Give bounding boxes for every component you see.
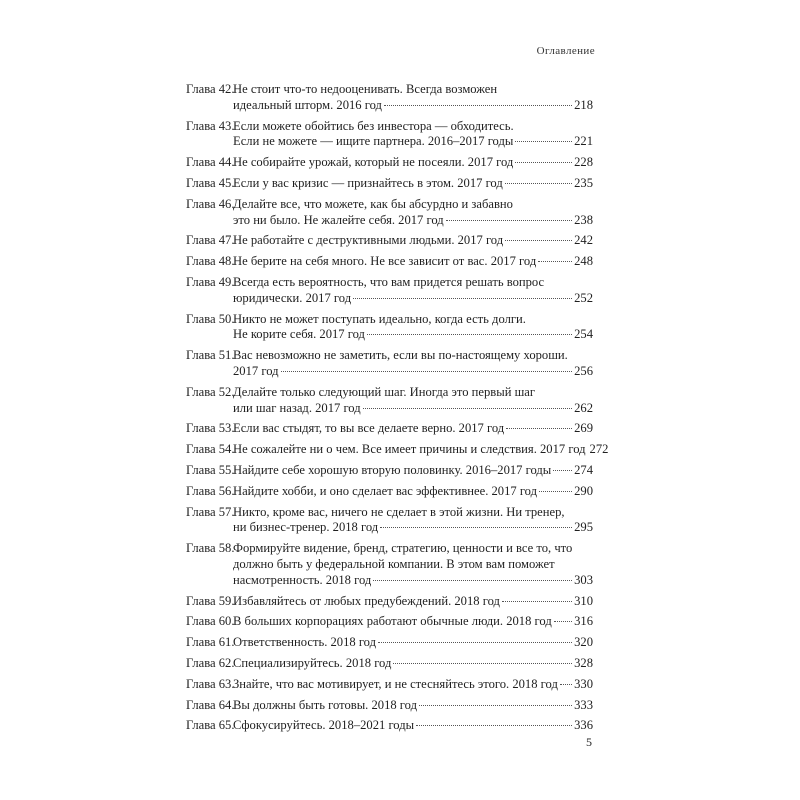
chapter-number: Глава 49. xyxy=(186,274,235,289)
chapter-title-line: Никто, кроме вас, ничего не сделает в этой жизни. Ни тренер, xyxy=(233,504,565,519)
chapter-title-last-line xyxy=(233,442,609,458)
chapter-title-line: Если у вас кризис — признайтесь в этом. 2017 год xyxy=(233,175,503,190)
chapter-title-last-line xyxy=(233,155,593,171)
chapter-title-line: ни бизнес-тренер. 2018 год xyxy=(233,520,379,535)
chapter-number: Глава 52. xyxy=(186,384,235,399)
page-number: 5 xyxy=(586,735,592,749)
chapter-title-line: Если можете обойтись без инвестора — обходитесь. xyxy=(233,118,514,133)
chapter-number: Глава 47. xyxy=(186,233,235,248)
toc-entry xyxy=(186,421,593,437)
chapter-title xyxy=(233,197,593,229)
chapter-page-number: 328 xyxy=(574,655,593,670)
chapter-title-last-line xyxy=(233,421,593,437)
chapter-number: Глава 56. xyxy=(186,483,235,498)
chapter-title-last-line xyxy=(233,463,593,479)
chapter-page-number: 333 xyxy=(574,697,593,712)
toc-entry xyxy=(186,442,609,458)
dot-leader xyxy=(538,261,572,262)
chapter-page-number: 310 xyxy=(574,593,593,608)
dot-leader xyxy=(539,491,572,492)
chapter-title xyxy=(233,656,593,672)
chapter-title-line: должно быть у федеральной компании. В этом вам поможет xyxy=(233,556,555,571)
chapter-title-line: Не сожалейте ни о чем. Все имеет причины и следствия. 2017 год xyxy=(233,442,586,457)
dot-leader xyxy=(393,663,572,664)
dot-leader xyxy=(554,621,572,622)
chapter-title-last-line xyxy=(233,176,593,192)
chapter-title-last-line xyxy=(233,233,593,249)
chapter-title-line: Не стоит что-то недооценивать. Всегда возможен xyxy=(233,82,498,96)
dot-leader xyxy=(515,141,572,142)
chapter-page-number: 295 xyxy=(574,520,593,535)
chapter-number: Глава 54. xyxy=(186,442,235,457)
dot-leader xyxy=(380,527,572,528)
toc-entry xyxy=(186,484,593,500)
chapter-title xyxy=(233,677,593,693)
toc-entry xyxy=(186,594,593,610)
chapter-page-number: 248 xyxy=(574,254,593,269)
chapter-page-number: 252 xyxy=(574,290,593,305)
chapter-number: Глава 60. xyxy=(186,614,235,629)
chapter-number: Глава 50. xyxy=(186,311,235,326)
chapter-title xyxy=(233,484,593,500)
chapter-page-number: 303 xyxy=(574,572,593,587)
chapter-number: Глава 58. xyxy=(186,541,235,556)
chapter-title xyxy=(233,348,593,380)
chapter-number: Глава 44. xyxy=(186,155,235,170)
chapter-number: Глава 64. xyxy=(186,697,235,712)
chapter-page-number: 218 xyxy=(574,97,593,112)
chapter-title xyxy=(233,155,593,171)
chapter-number: Глава 48. xyxy=(186,254,235,269)
chapter-title xyxy=(233,119,593,151)
toc-entry xyxy=(186,275,593,307)
dot-leader xyxy=(505,240,572,241)
chapter-title-last-line xyxy=(233,213,593,229)
chapter-number: Глава 45. xyxy=(186,175,235,190)
dot-leader xyxy=(446,220,572,221)
chapter-number: Глава 42. xyxy=(186,82,235,96)
chapter-page-number: 242 xyxy=(574,233,593,248)
running-head: Оглавление xyxy=(536,45,595,57)
chapter-title-line: Никто не может поступать идеально, когда есть долги. xyxy=(233,311,526,326)
chapter-page-number: 254 xyxy=(574,327,593,342)
dot-leader xyxy=(560,684,572,685)
toc-entry xyxy=(186,505,593,537)
chapter-title xyxy=(233,594,593,610)
toc-entry xyxy=(186,698,593,714)
chapter-title xyxy=(233,718,593,734)
chapter-title-line: Не корите себя. 2017 год xyxy=(233,327,365,342)
chapter-title-last-line xyxy=(233,718,593,734)
chapter-title-last-line xyxy=(233,698,593,714)
chapter-title-last-line xyxy=(233,98,593,114)
dot-leader xyxy=(363,408,572,409)
chapter-number: Глава 46. xyxy=(186,196,235,211)
chapter-number: Глава 65. xyxy=(186,718,235,733)
chapter-title xyxy=(233,275,593,307)
dot-leader xyxy=(502,601,572,602)
chapter-title-line: Найдите хобби, и оно сделает вас эффективнее. 2017 год xyxy=(233,483,538,498)
chapter-title xyxy=(233,385,593,417)
toc-entry xyxy=(186,677,593,693)
chapter-page-number: 330 xyxy=(574,676,593,691)
chapter-title-last-line xyxy=(233,594,593,610)
chapter-page-number: 221 xyxy=(574,134,593,149)
toc-entry xyxy=(186,82,593,114)
chapter-number: Глава 53. xyxy=(186,421,235,436)
chapter-title-line: Формируйте видение, бренд, стратегию, ценности и все то, что xyxy=(233,541,573,556)
dot-leader xyxy=(353,298,572,299)
chapter-page-number: 316 xyxy=(574,614,593,629)
dot-leader xyxy=(505,183,572,184)
toc-entry xyxy=(186,463,593,479)
chapter-number: Глава 59. xyxy=(186,593,235,608)
dot-leader xyxy=(384,105,572,106)
chapter-page-number: 320 xyxy=(574,635,593,650)
toc-entry xyxy=(186,541,593,588)
chapter-page-number: 272 xyxy=(589,442,609,457)
chapter-title-last-line xyxy=(233,254,593,270)
chapter-title xyxy=(233,635,593,651)
chapter-title-line: это ни было. Не жалейте себя. 2017 год xyxy=(233,212,444,227)
chapter-title-line: Ответственность. 2018 год xyxy=(233,635,377,650)
chapter-title-line: Не берите на себя много. Не все зависит от вас. 2017 год xyxy=(233,254,537,269)
dot-leader xyxy=(506,428,572,429)
toc-entry xyxy=(186,614,593,630)
dot-leader xyxy=(416,725,572,726)
chapter-number: Глава 62. xyxy=(186,655,235,670)
toc-entry xyxy=(186,312,593,344)
dot-leader xyxy=(367,334,572,335)
chapter-title-last-line xyxy=(233,614,593,630)
chapter-title-line: Делайте все, что можете, как бы абсурдно и забавно xyxy=(233,196,513,211)
chapter-number: Глава 51. xyxy=(186,348,235,363)
toc-entry xyxy=(186,385,593,417)
chapter-title xyxy=(233,254,593,270)
chapter-title-last-line xyxy=(233,520,593,536)
chapter-title-line: или шаг назад. 2017 год xyxy=(233,400,361,415)
chapter-page-number: 336 xyxy=(574,718,593,733)
chapter-number: Глава 61. xyxy=(186,635,235,650)
chapter-page-number: 269 xyxy=(574,421,593,436)
chapter-title xyxy=(233,463,593,479)
chapter-page-number: 256 xyxy=(574,363,593,378)
chapter-title-line: Всегда есть вероятность, что вам придется решать вопрос xyxy=(233,274,545,289)
dot-leader xyxy=(281,371,573,372)
chapter-title xyxy=(233,442,609,458)
chapter-title xyxy=(233,233,593,249)
chapter-page-number: 290 xyxy=(574,483,593,498)
chapter-title-last-line xyxy=(233,635,593,651)
chapter-title-line: идеальный шторм. 2016 год xyxy=(233,97,382,112)
chapter-title-last-line xyxy=(233,484,593,500)
toc-entry xyxy=(186,233,593,249)
dot-leader xyxy=(373,580,572,581)
dot-leader xyxy=(515,162,572,163)
chapter-title-line: Знайте, что вас мотивирует, и не стесняйтесь этого. 2018 год xyxy=(233,676,558,691)
chapter-title-last-line xyxy=(233,677,593,693)
dot-leader xyxy=(378,642,572,643)
toc-entry xyxy=(186,119,593,151)
chapter-title-last-line xyxy=(233,401,593,417)
chapter-title xyxy=(233,698,593,714)
chapter-title xyxy=(233,541,593,588)
toc-entry xyxy=(186,656,593,672)
toc-entry xyxy=(186,254,593,270)
toc-entry xyxy=(186,718,593,734)
chapter-page-number: 228 xyxy=(574,155,593,170)
chapter-page-number: 262 xyxy=(574,400,593,415)
chapter-page-number: 235 xyxy=(574,175,593,190)
chapter-title-line: Не собирайте урожай, который не посеяли. 2017 год xyxy=(233,155,514,170)
chapter-title-last-line xyxy=(233,656,593,672)
chapter-page-number: 274 xyxy=(574,462,593,477)
chapter-title-line: Не работайте с деструктивными людьми. 2017 год xyxy=(233,233,504,248)
chapter-title-line: Делайте только следующий шаг. Иногда это первый шаг xyxy=(233,384,536,399)
toc-entry xyxy=(186,155,593,171)
dot-leader xyxy=(419,705,572,706)
chapter-number: Глава 57. xyxy=(186,504,235,519)
chapter-title xyxy=(233,614,593,630)
dot-leader xyxy=(553,470,572,471)
chapter-title-last-line xyxy=(233,134,593,150)
chapter-title-last-line xyxy=(233,291,593,307)
chapter-number: Глава 55. xyxy=(186,462,235,477)
chapter-title-line: 2017 год xyxy=(233,363,279,378)
chapter-title-last-line xyxy=(233,327,593,343)
chapter-number: Глава 63. xyxy=(186,676,235,691)
chapter-title xyxy=(233,505,593,537)
chapter-title-last-line xyxy=(233,364,593,380)
chapter-title-last-line xyxy=(233,573,593,589)
toc-entry xyxy=(186,197,593,229)
chapter-title-line: юридически. 2017 год xyxy=(233,290,352,305)
table-of-contents xyxy=(186,82,609,739)
chapter-title-line: Найдите себе хорошую вторую половинку. 2016–2017 годы xyxy=(233,462,552,477)
toc-entry xyxy=(186,176,593,192)
chapter-title-line: Если вас стыдят, то вы все делаете верно. 2017 год xyxy=(233,421,505,436)
chapter-title-line: насмотренность. 2018 год xyxy=(233,572,372,587)
chapter-number: Глава 43. xyxy=(186,118,235,133)
chapter-title-line: Если не можете — ищите партнера. 2016–2017 годы xyxy=(233,134,514,149)
chapter-title-line: Избавляйтесь от любых предубеждений. 2018 год xyxy=(233,593,500,608)
chapter-title-line: Специализируйтесь. 2018 год xyxy=(233,655,392,670)
chapter-title-line: Вас невозможно не заметить, если вы по-настоящему хороши. xyxy=(233,348,568,363)
chapter-title-line: Сфокусируйтесь. 2018–2021 годы xyxy=(233,718,415,733)
chapter-title xyxy=(233,82,593,114)
chapter-title-line: Вы должны быть готовы. 2018 год xyxy=(233,697,417,712)
chapter-title-line: В больших корпорациях работают обычные люди. 2018 год xyxy=(233,614,552,629)
toc-entry xyxy=(186,635,593,651)
chapter-title xyxy=(233,312,593,344)
toc-entry xyxy=(186,348,593,380)
chapter-title xyxy=(233,421,593,437)
chapter-title xyxy=(233,176,593,192)
chapter-page-number: 238 xyxy=(574,212,593,227)
